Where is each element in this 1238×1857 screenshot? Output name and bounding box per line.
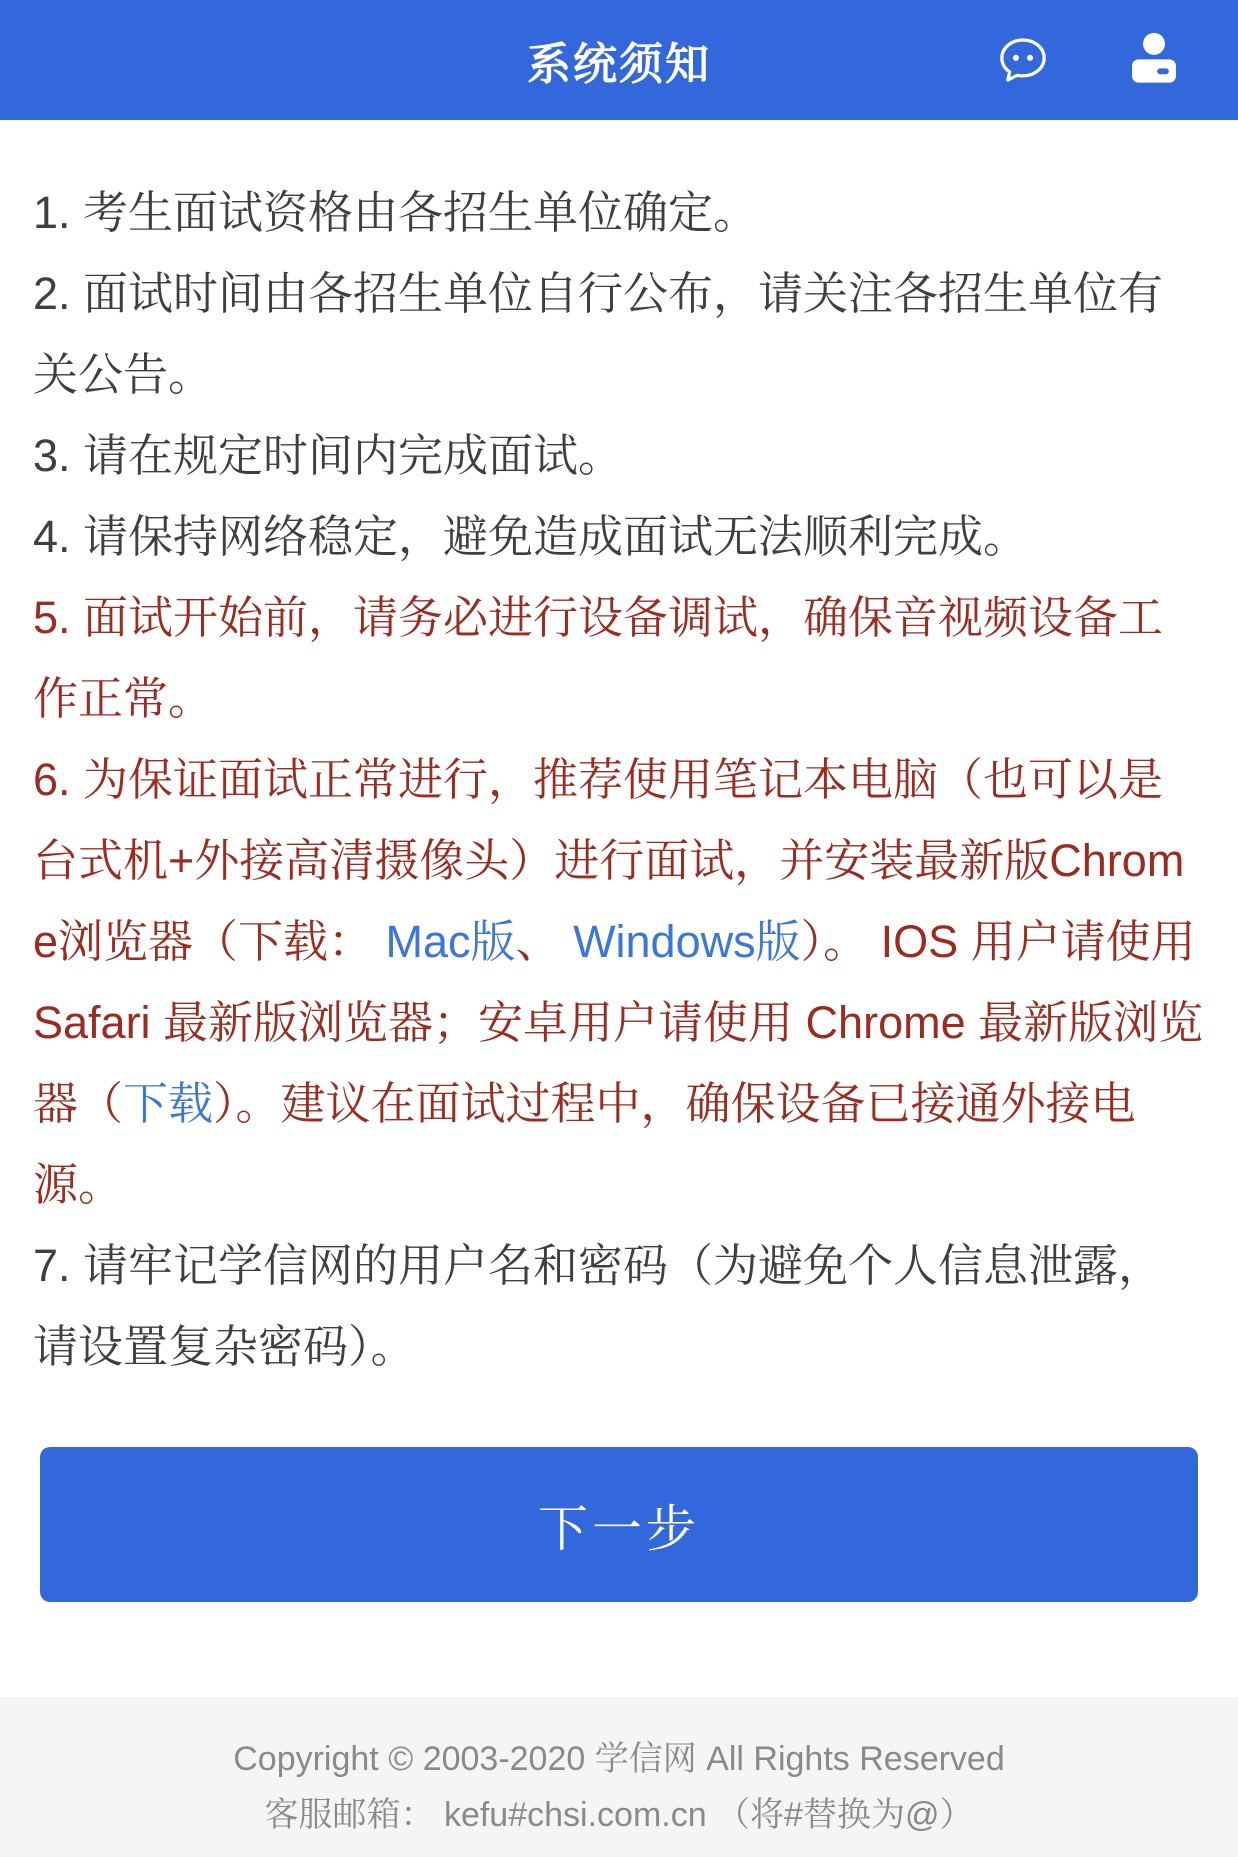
header-bar	[0, 0, 1238, 120]
android-download-link[interactable]: 下载	[123, 1078, 214, 1129]
notice-item: 6. 为保证面试正常进行，推荐使用笔记本电脑（也可以是台式机+外接高清摄像头）进行面试，并安装最新版Chrome浏览器（下载： Mac版、 Windows版）。 IOS 用户请使用 Safari 最新版浏览器；安卓用户请使用 Chrome 最新版浏览器（下载）。建议在面试过程中，确保设备已接通外接电源。	[33, 754, 1204, 1210]
notice-item: 3. 请在规定时间内完成面试。	[33, 430, 624, 481]
page-title: 系统须知	[527, 40, 711, 89]
notice-item: 5. 面试开始前，请务必进行设备调试，确保音视频设备工作正常。	[33, 592, 1164, 724]
notice-item: 2. 面试时间由各招生单位自行公布，请关注各招生单位有关公告。	[33, 268, 1164, 400]
notice-item: 4. 请保持网络稳定，避免造成面试无法顺利完成。	[33, 511, 1029, 562]
notice-item: 7. 请牢记学信网的用户名和密码（为避免个人信息泄露，请设置复杂密码）。	[33, 1240, 1164, 1372]
mac-download-link[interactable]: Mac版	[385, 916, 516, 967]
notice-list	[0, 120, 1238, 1387]
header-icons	[997, 0, 1185, 120]
support-email-text: 客服邮箱： kefu#chsi.com.cn （将#替换为@）	[264, 1796, 974, 1834]
user-icon[interactable]	[1123, 29, 1185, 91]
notice-item: 1. 考生面试资格由各招生单位确定。	[33, 187, 759, 238]
copyright-text: Copyright © 2003-2020 学信网 All Rights Reserved	[233, 1740, 1005, 1778]
page-footer	[0, 1697, 1238, 1857]
next-step-button[interactable]: 下一步	[40, 1447, 1198, 1602]
windows-download-link[interactable]: Windows版	[573, 916, 801, 967]
chat-bubble-icon[interactable]	[997, 34, 1049, 86]
